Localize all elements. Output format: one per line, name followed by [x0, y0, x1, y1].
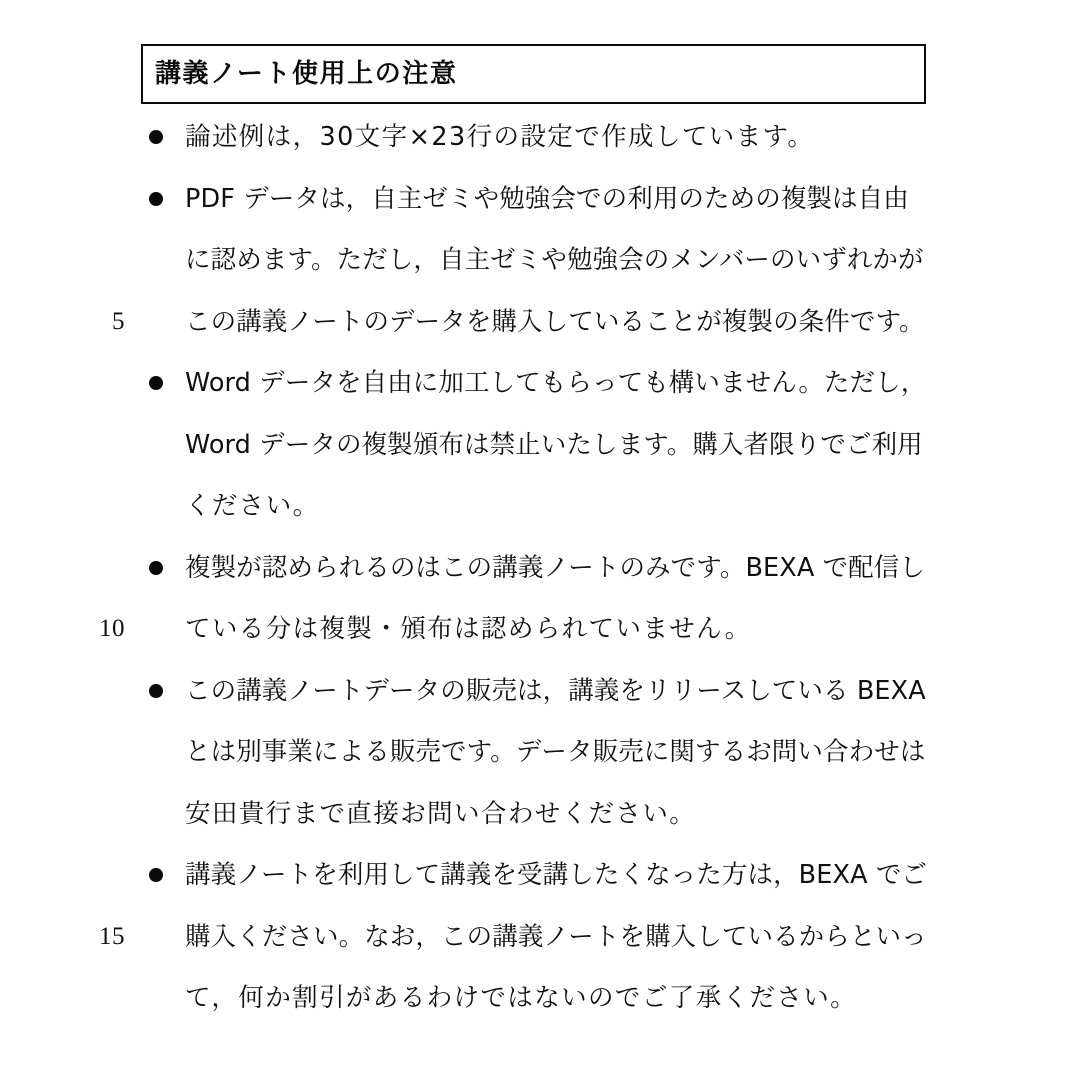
line-text: 複製が認められるのはこの講義ノートのみです。BEXA で配信し — [185, 552, 925, 583]
document-line — [0, 727, 1067, 789]
document-line — [0, 420, 1067, 482]
bullet-icon — [149, 358, 169, 408]
page-title: 講義ノート使用上の注意 — [155, 59, 458, 89]
line-text: 安田貴行まで直接お問い合わせください。 — [185, 798, 697, 829]
line-text: この講義ノートのデータを購入していることが複製の条件です。 — [185, 306, 925, 337]
document-line — [0, 297, 1067, 359]
document-line — [0, 112, 1067, 174]
line-text: この講義ノートデータの販売は，講義をリリースしている BEXA — [185, 675, 926, 706]
line-number: 15 — [99, 922, 125, 950]
document-body — [0, 112, 1067, 1035]
document-line — [0, 235, 1067, 297]
document-line — [0, 666, 1067, 728]
bullet-dot — [149, 130, 163, 144]
line-text: とは別事業による販売です。データ販売に関するお問い合わせは — [185, 737, 926, 767]
document-line — [0, 543, 1067, 605]
document-line — [0, 973, 1067, 1035]
title-box — [141, 44, 926, 104]
document-line — [0, 174, 1067, 236]
bullet-dot — [149, 376, 163, 390]
line-number: 10 — [99, 615, 125, 642]
bullet-dot — [149, 684, 163, 698]
bullet-icon — [149, 112, 169, 162]
bullet-dot — [149, 868, 163, 882]
document-line — [0, 481, 1067, 543]
bullet-icon — [149, 174, 169, 224]
line-text: に認めます。ただし，自主ゼミや勉強会のメンバーのいずれかが — [185, 245, 924, 275]
line-text: 購入ください。なお，この講義ノートを購入しているからといっ — [185, 921, 927, 952]
bullet-icon — [149, 666, 169, 716]
line-text: 論述例は，30文字×23行の設定で作成しています。 — [185, 122, 815, 152]
document-line — [0, 358, 1067, 420]
document-line — [0, 604, 1067, 666]
line-text: Word データの複製頒布は禁止いたします。購入者限りでご利用 — [185, 429, 923, 460]
bullet-icon — [149, 850, 169, 900]
line-text: PDF データは，自主ゼミや勉強会での利用のための複製は自由 — [185, 183, 909, 214]
line-text: て，何か割引があるわけではないのでご了承ください。 — [185, 983, 858, 1013]
line-text: 講義ノートを利用して講義を受講したくなった方は，BEXA でご — [185, 860, 928, 890]
bullet-dot — [149, 561, 163, 575]
line-text: ている分は複製・頒布は認められていません。 — [185, 614, 752, 644]
line-text: Word データを自由に加工してもらっても構いません。ただし， — [185, 368, 927, 398]
document-line — [0, 912, 1067, 974]
bullet-icon — [149, 543, 169, 593]
document-line — [0, 789, 1067, 851]
document-line — [0, 850, 1067, 912]
line-number: 5 — [112, 307, 125, 335]
bullet-dot — [149, 192, 163, 206]
line-text: ください。 — [185, 491, 320, 521]
